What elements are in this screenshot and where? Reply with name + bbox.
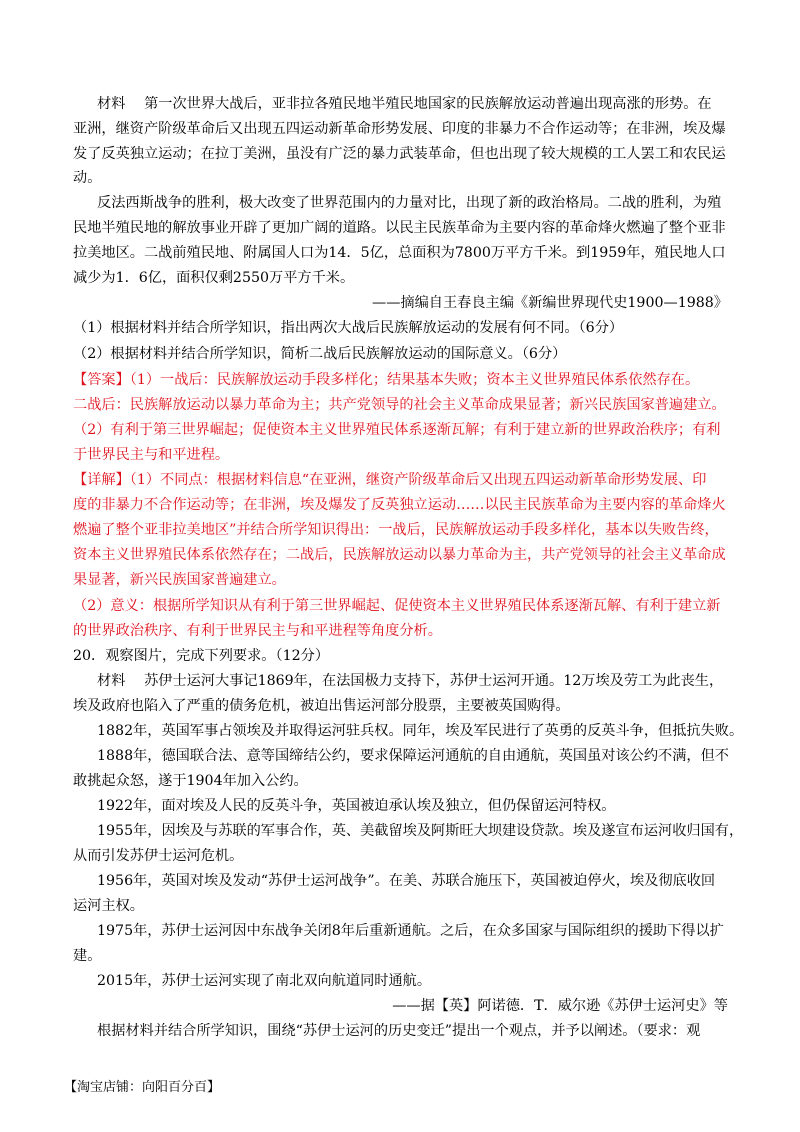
- material-1-line-3: 发了反英独立运动；在拉丁美洲，虽没有广泛的暴力武装革命，但也出现了较大规模的工人罢工和农民运: [73, 146, 726, 162]
- detail-line-4: 资本主义世界殖民体系依然存在；二战后，民族解放运动以暴力革命为主，共产党领导的社会主义革命成: [73, 547, 726, 563]
- detail-line-3: 燃遍了整个亚非拉美地区”并结合所学知识得出：一战后，民族解放运动手段多样化，基本以失败告终，: [73, 522, 719, 538]
- material-1-source: ——摘编自王春良主编《新编世界现代史1900—1988》: [372, 295, 728, 311]
- q20-material-line-8: 从而引发苏伊士运河危机。: [73, 848, 244, 864]
- detail-line-2: 度的非暴力不合作运动等；在非洲，埃及爆发了反英独立运动……以民主民族革命为主要内容的革命烽火: [73, 497, 726, 513]
- answer-line-4: 于世界民主与和平进程。: [73, 447, 230, 463]
- q20-material-line-10: 运河主权。: [73, 898, 144, 914]
- q20-material-line-13: 2015年，苏伊士运河实现了南北双向航道同时通航。: [97, 973, 432, 989]
- q20-material-line-12: 建。: [73, 948, 102, 964]
- detail-line-7: 的世界政治秩序、有利于世界民主与和平进程等角度分析。: [73, 623, 442, 639]
- detail-line-1: 【详解】（1）不同点：根据材料信息“在亚洲，继资产阶级革命后又出现五四运动新革命形势发展、印: [73, 472, 707, 488]
- q20-material-line-11: 1975年，苏伊士运河因中东战争关闭8年后重新通航。之后，在众多国家与国际组织的援助下得以扩: [97, 923, 724, 939]
- detail-line-6: （2）意义：根据所学知识从有利于第三世界崛起、促使资本主义世界殖民体系逐渐瓦解、有利于建立新: [73, 598, 721, 614]
- q20-source: ——据【英】阿诺德．T．威尔逊《苏伊士运河史》等: [392, 998, 728, 1014]
- material-1-line-6: 民地半殖民地的解放事业开辟了更加广阔的道路。以民主民族革命为主要内容的革命烽火燃遍了整个亚非: [73, 220, 726, 236]
- answer-line-3: （2）有利于第三世界崛起；促使资本主义世界殖民体系逐渐瓦解；有利于建立新的世界政治秩序；有利: [73, 422, 721, 438]
- detail-line-5: 果显著，新兴民族国家普遍建立。: [73, 572, 286, 588]
- material-1-line-8: 减少为1．6亿，面积仅剩2550万平方千米。: [73, 270, 355, 286]
- q20-material-line-5: 敢挑起众怒，遂于1904年加入公约。: [73, 773, 308, 789]
- material-1-line-4: 动。: [73, 170, 102, 186]
- question-1: （1）根据材料并结合所学知识，指出两次大战后民族解放运动的发展有何不同。（6分）: [73, 320, 624, 336]
- question-20-title: 20．观察图片，完成下列要求。（12分）: [73, 648, 330, 664]
- q20-material-line-9: 1956年，英国对埃及发动“苏伊士运河战争”。在美、苏联合施压下，英国被迫停火，埃及彻底收回: [97, 873, 716, 889]
- q20-material-line-7: 1955年，因埃及与苏联的军事合作，英、美截留埃及阿斯旺大坝建设贷款。埃及遂宣布运河收归国有，: [97, 823, 744, 839]
- q20-material-line-6: 1922年，面对埃及人民的反英斗争，英国被迫承认埃及独立，但仍保留运河特权。: [97, 798, 616, 814]
- question-2: （2）根据材料并结合所学知识，简析二战后民族解放运动的国际意义。（6分）: [73, 346, 567, 362]
- footer-shop-label: 【淘宝店铺：向阳百分百】: [64, 1080, 221, 1095]
- q20-material-line-2: 埃及政府也陷入了严重的债务危机，被迫出售运河部分股票，主要被英国购得。: [73, 698, 570, 714]
- material-1-line-7: 拉美地区。二战前殖民地、附属国人口为14．5亿，总面积为7800万平方千米。到1959年，殖民地人口: [73, 245, 726, 261]
- answer-line-2: 二战后：民族解放运动以暴力革命为主；共产党领导的社会主义革命成果显著；新兴民族国家普遍建立。: [73, 397, 726, 413]
- material-1-line-2: 亚洲，继资产阶级革命后又出现五四运动新革命形势发展、印度的非暴力不合作运动等；在非洲，埃及爆: [73, 121, 726, 137]
- q20-material-line-1: 材料 苏伊士运河大事记1869年，在法国极力支持下，苏伊士运河开通。12万埃及劳工为此丧生，: [97, 673, 724, 689]
- answer-line-1: 【答案】（1）一战后：民族解放运动手段多样化；结果基本失败；资本主义世界殖民体系依然存在。: [73, 372, 700, 388]
- material-1-line-1: 材料 第一次世界大战后，亚非拉各殖民地半殖民地国家的民族解放运动普遍出现高涨的形势。在: [97, 96, 712, 112]
- q20-material-line-4: 1888年，德国联合法、意等国缔结公约，要求保障运河通航的自由通航，英国虽对该公约不满，但不: [97, 748, 729, 764]
- material-1-line-5: 反法西斯战争的胜利，极大改变了世界范围内的力量对比，出现了新的政治格局。二战的胜利，为殖: [97, 195, 722, 211]
- q20-task: 根据材料并结合所学知识，围绕“苏伊士运河的历史变迁”提出一个观点，并予以阐述。（要求：观: [97, 1023, 701, 1039]
- q20-material-line-3: 1882年，英国军事占领埃及并取得运河驻兵权。同年，埃及军民进行了英勇的反英斗争，但抵抗失败。: [97, 723, 744, 739]
